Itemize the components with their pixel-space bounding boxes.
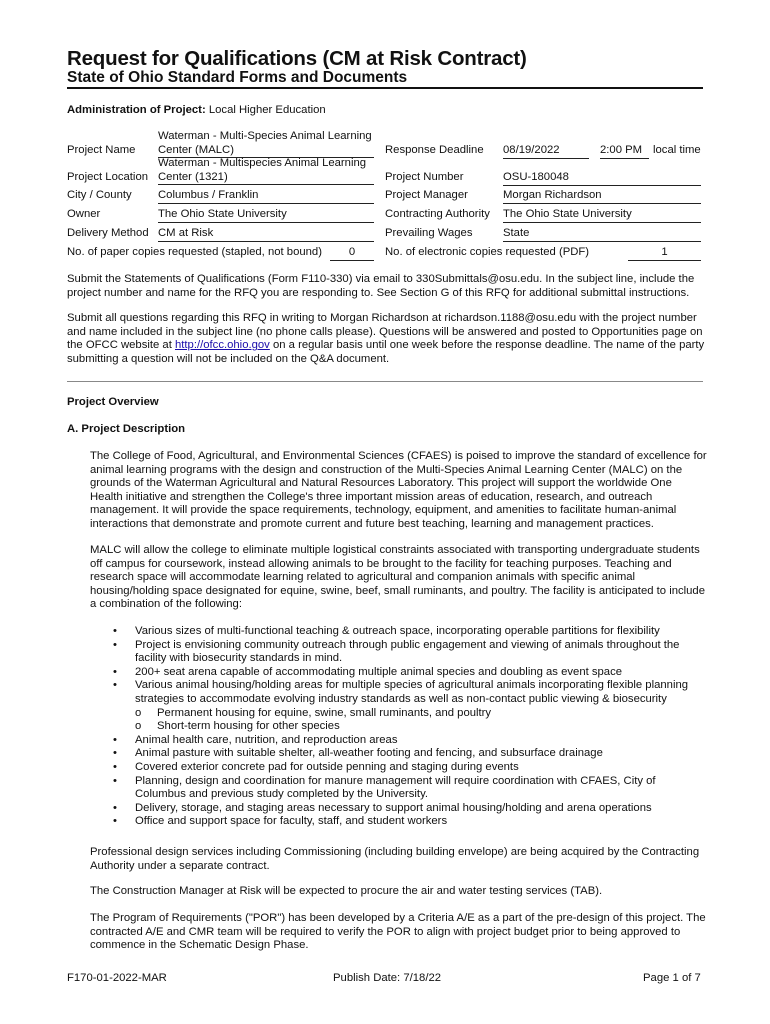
administration-line xyxy=(67,104,326,118)
administration-value: Local Higher Education xyxy=(208,104,326,116)
description-paragraph-3: Professional design services including Commissioning (including building envelope) are being acquired by the Contracting Authority under a separate contract. xyxy=(90,846,700,872)
project-manager-label: Project Manager xyxy=(385,189,468,201)
list-item: • Covered exterior concrete pad for outside penning and staging during events xyxy=(113,760,519,773)
questions-text-after: on a regular basis until one week before the response deadline. The name of the party submitting a question will not be included on the Q&A document. xyxy=(67,339,705,365)
questions-paragraph xyxy=(67,312,707,366)
project-number-value: OSU-180048 xyxy=(503,171,701,186)
project-overview-heading: Project Overview xyxy=(67,396,159,408)
project-name-label: Project Name xyxy=(67,144,136,156)
list-item: • 200+ seat arena capable of accommodating multiple animal species and doubling as event space xyxy=(113,665,623,678)
bullet-icon: • xyxy=(113,774,117,787)
project-name-value: Waterman - Multi-Species Animal Learning Center (MALC) xyxy=(158,130,374,158)
contracting-authority-label: Contracting Authority xyxy=(385,208,490,220)
administration-label: Administration of Project: xyxy=(67,104,206,116)
delivery-method-label: Delivery Method xyxy=(67,227,149,239)
response-deadline-date: 08/19/2022 xyxy=(503,144,589,159)
bullet-icon: • xyxy=(113,665,117,678)
city-county-value: Columbus / Franklin xyxy=(158,189,374,204)
project-location-value: Waterman - Multispecies Animal Learning Center (1321) xyxy=(158,157,374,185)
facility-list xyxy=(113,625,707,829)
contracting-authority-value: The Ohio State University xyxy=(503,208,701,223)
project-manager-value: Morgan Richardson xyxy=(503,189,701,204)
document-subtitle: State of Ohio Standard Forms and Documents xyxy=(67,69,408,86)
section-a-heading: A. Project Description xyxy=(67,423,186,435)
questions-text-before: Submit all questions regarding this RFQ in writing to Morgan Richardson at richardson.1188@osu.edu with the project number and name included in the subject line (no phone calls please). Questions will be answered and posted to Opportunities page on the OFCC website at xyxy=(67,312,703,352)
bullet-icon: • xyxy=(113,625,117,637)
footer-form-id: F170-01-2022-MAR xyxy=(67,972,167,984)
sub-list-item: o Short-term housing for other species xyxy=(135,720,340,733)
delivery-method-value: CM at Risk xyxy=(158,227,374,242)
project-location-label: Project Location xyxy=(67,171,149,183)
sub-bullet-icon: o xyxy=(135,706,142,719)
description-paragraph-5: The Program of Requirements ("POR") has been developed by a Criteria A/E as a part of the pre-design of this project. The contracted A/E and CMR team will be required to verify the POR to align with project budget prior to being approved to commence in the Schematic Design Phase. xyxy=(90,912,706,952)
list-item: • Planning, design and coordination for manure management will require coordination with CFAES, City of Columbus and previous study completed by the University. xyxy=(113,774,656,801)
owner-label: Owner xyxy=(67,208,101,220)
section-divider xyxy=(67,381,703,382)
electronic-copies-label: No. of electronic copies requested (PDF) xyxy=(385,246,590,258)
ofcc-website-link[interactable]: http://ofcc.ohio.gov xyxy=(175,339,270,352)
bullet-icon: • xyxy=(113,815,117,828)
prevailing-wages-label: Prevailing Wages xyxy=(385,227,473,239)
bullet-icon: • xyxy=(113,679,117,692)
response-deadline-time: 2:00 PM xyxy=(600,144,649,159)
project-number-label: Project Number xyxy=(385,171,464,183)
sub-list-item: o Permanent housing for equine, swine, small ruminants, and poultry xyxy=(135,706,492,719)
bullet-icon: • xyxy=(113,760,117,773)
electronic-copies-value: 1 xyxy=(628,246,701,261)
housing-sub-list xyxy=(135,707,707,734)
bullet-icon: • xyxy=(113,733,117,746)
list-item: • Project is envisioning community outreach through public engagement and viewing of animals throughout the facility with biosecurity standards in mind. xyxy=(113,638,680,665)
description-paragraph-2: MALC will allow the college to eliminate multiple logistical constraints associated with transporting undergraduate students off campus for coursework, instead allowing animals to be brought to the facility for teaching purposes. Teaching and research space will accommodate learning related to agricultural and companion animals with specific animal housing/holding space designated for equine, swine, beef, small ruminants, and poultry. The facility is anticipated to include a combination of the following: xyxy=(90,544,706,611)
prevailing-wages-value: State xyxy=(503,227,701,242)
facility-list-a xyxy=(113,625,707,829)
description-paragraph-1: The College of Food, Agricultural, and Environmental Sciences (CFAES) is poised to improve the standard of excellence for animal learning programs with the design and construction of the Multi-Species Animal Learning Center (MALC) on the grounds of the Waterman Agricultural and Natural Resources Laboratory. This project will support the worldwide One Health initiative and strengthen the College's three important mission areas of education, research, and outreach management. It will provide the space requirements, technology, equipment, and amenities to facilitate human-animal interactions that demonstrate and promote current and future best teaching, learning and management practices. xyxy=(90,450,707,530)
response-deadline-suffix: local time xyxy=(653,144,701,156)
list-item: • Delivery, storage, and staging areas necessary to support animal housing/holding and arena operations xyxy=(113,801,652,814)
paper-copies-label: No. of paper copies requested (stapled, not bound) xyxy=(67,246,322,258)
list-item: • Various animal housing/holding areas for multiple species of agricultural animals incorporating flexible planning strategies to accommodate evolving industry standards as well as non-contact public viewing & biosecurity o Permanent housing for equine, swine, small ruminants, and poultry o Short-term housing for other species xyxy=(113,679,707,733)
footer-page-number: Page 1 of 7 xyxy=(643,972,701,984)
response-deadline-label: Response Deadline xyxy=(385,144,484,156)
bullet-icon: • xyxy=(113,747,117,760)
list-item: • Various sizes of multi-functional teaching & outreach space, incorporating operable partitions for flexibility xyxy=(113,625,660,637)
document-title: Request for Qualifications (CM at Risk Contract) xyxy=(67,47,527,70)
list-item: • Office and support space for faculty, staff, and student workers xyxy=(113,815,448,828)
city-county-label: City / County xyxy=(67,189,132,201)
footer-publish-date: Publish Date: 7/18/22 xyxy=(333,972,442,984)
description-paragraph-4: The Construction Manager at Risk will be expected to procure the air and water testing services (TAB). xyxy=(90,885,603,897)
paper-copies-value: 0 xyxy=(330,246,374,261)
header-divider xyxy=(67,87,703,89)
bullet-icon: • xyxy=(113,638,117,651)
sub-bullet-icon: o xyxy=(135,720,142,733)
bullet-icon: • xyxy=(113,801,117,814)
list-item: • Animal health care, nutrition, and reproduction areas xyxy=(113,733,398,746)
list-item: • Animal pasture with suitable shelter, all-weather footing and fencing, and subsurface drainage xyxy=(113,747,603,760)
owner-value: The Ohio State University xyxy=(158,208,374,223)
submit-paragraph: Submit the Statements of Qualifications (Form F110-330) via email to 330Submittals@osu.edu. In the subject line, include the project number and name for the RFQ you are responding to. See Section G of this RFQ for additional submittal instructions. xyxy=(67,273,695,299)
